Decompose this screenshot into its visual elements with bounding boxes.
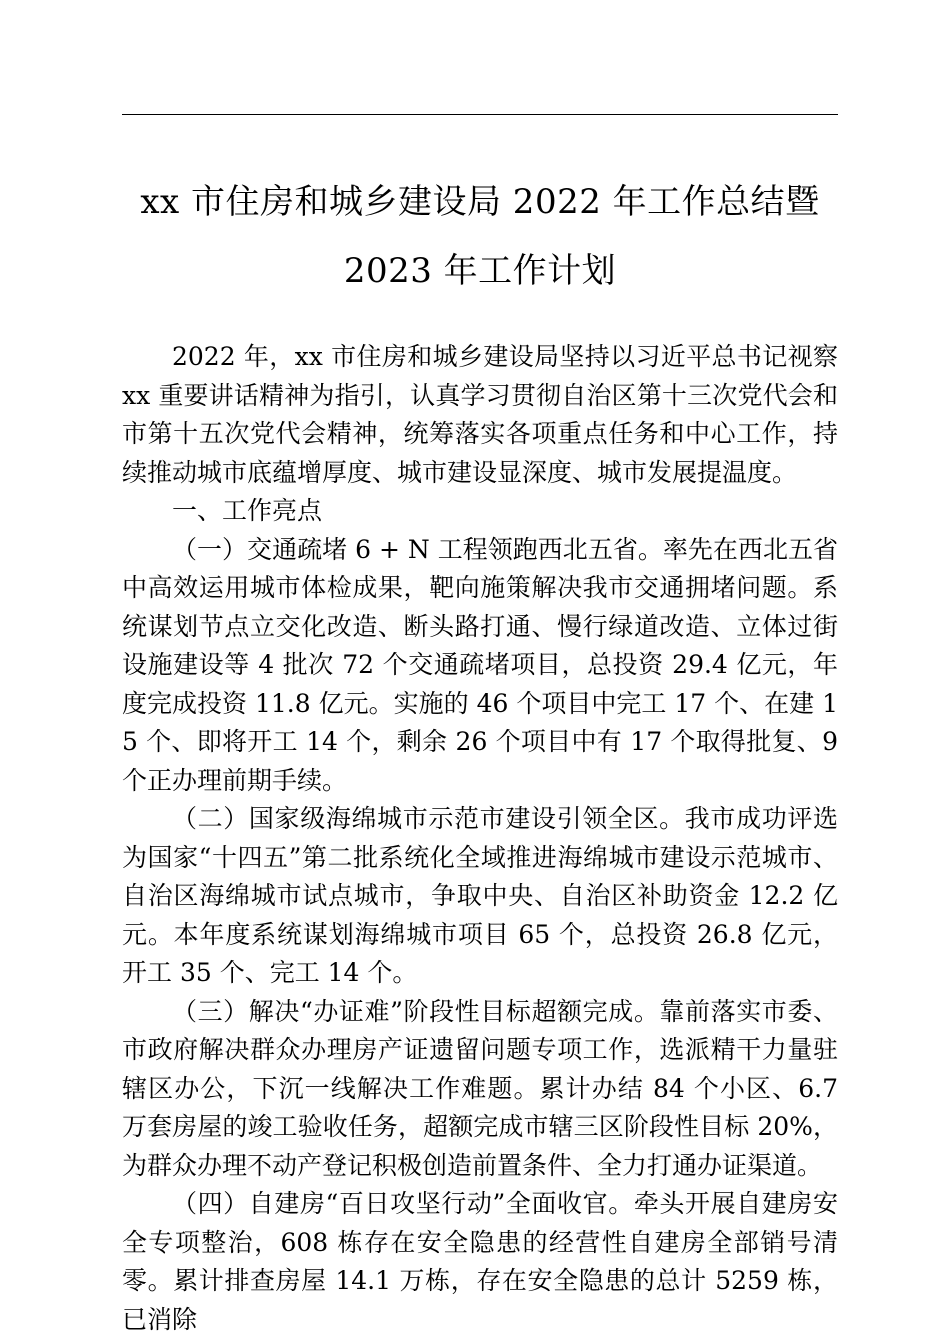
document-title-line-2: 2023 年工作计划 <box>343 251 617 291</box>
section-heading: 一、工作亮点 <box>172 496 323 525</box>
highlight-paragraph-2: （二）国家级海绵城市示范市建设引领全区。我市成功评选为国家“十四五”第二批系统化全域推进海绵城市建设示范城市、自治区海绵城市试点城市，争取中央、自治区补助资金 12.2 亿元。本年度系统谋划海绵城市项目 65 个，总投资 26.8 亿元，开工 35 个、完工 14 个。 <box>122 804 838 987</box>
highlight-paragraph-3: （三）解决“办证难”阶段性目标超额完成。靠前落实市委、市政府解决群众办理房产证遗留问题专项工作，选派精干力量驻辖区办公，下沉一线解决工作难题。累计办结 84 个小区、6.7 万套房屋的竣工验收任务，超额完成市辖三区阶段性目标 20%，为群众办理不动产登记积极创造前置条件、全力打通办证渠道。 <box>122 996 838 1180</box>
header-rule <box>122 114 838 115</box>
highlight-paragraph-4: （四）自建房“百日攻坚行动”全面收官。牵头开展自建房安全专项整治，608 栋存在安全隐患的经营性自建房全部销号清零。累计排查房屋 14.1 万栋，存在安全隐患的总计 5259 栋，已消除 <box>122 1189 838 1334</box>
intro-paragraph: 2022 年，xx 市住房和城乡建设局坚持以习近平总书记视察 xx 重要讲话精神为指引，认真学习贯彻自治区第十三次党代会和市第十五次党代会精神，统筹落实各项重点任务和中心工作，持续推动城市底蕴增厚度、城市建设显深度、城市发展提温度。 <box>122 342 838 487</box>
highlight-paragraph-1: （一）交通疏堵 6 + N 工程领跑西北五省。率先在西北五省中高效运用城市体检成果，靶向施策解决我市交通拥堵问题。系统谋划节点立交化改造、断头路打通、慢行绿道改造、立体过街设施建设等 4 批次 72 个交通疏堵项目，总投资 29.4 亿元，年度完成投资 11.8 亿元。实施的 46 个项目中完工 17 个、在建 15 个、即将开工 14 个，剩余 26 个项目中有 17 个取得批复、9 个正办理前期手续。 <box>122 534 838 795</box>
document-title-line-1: xx 市住房和城乡建设局 2022 年工作总结暨 <box>140 182 820 222</box>
document-body <box>122 338 838 1339</box>
